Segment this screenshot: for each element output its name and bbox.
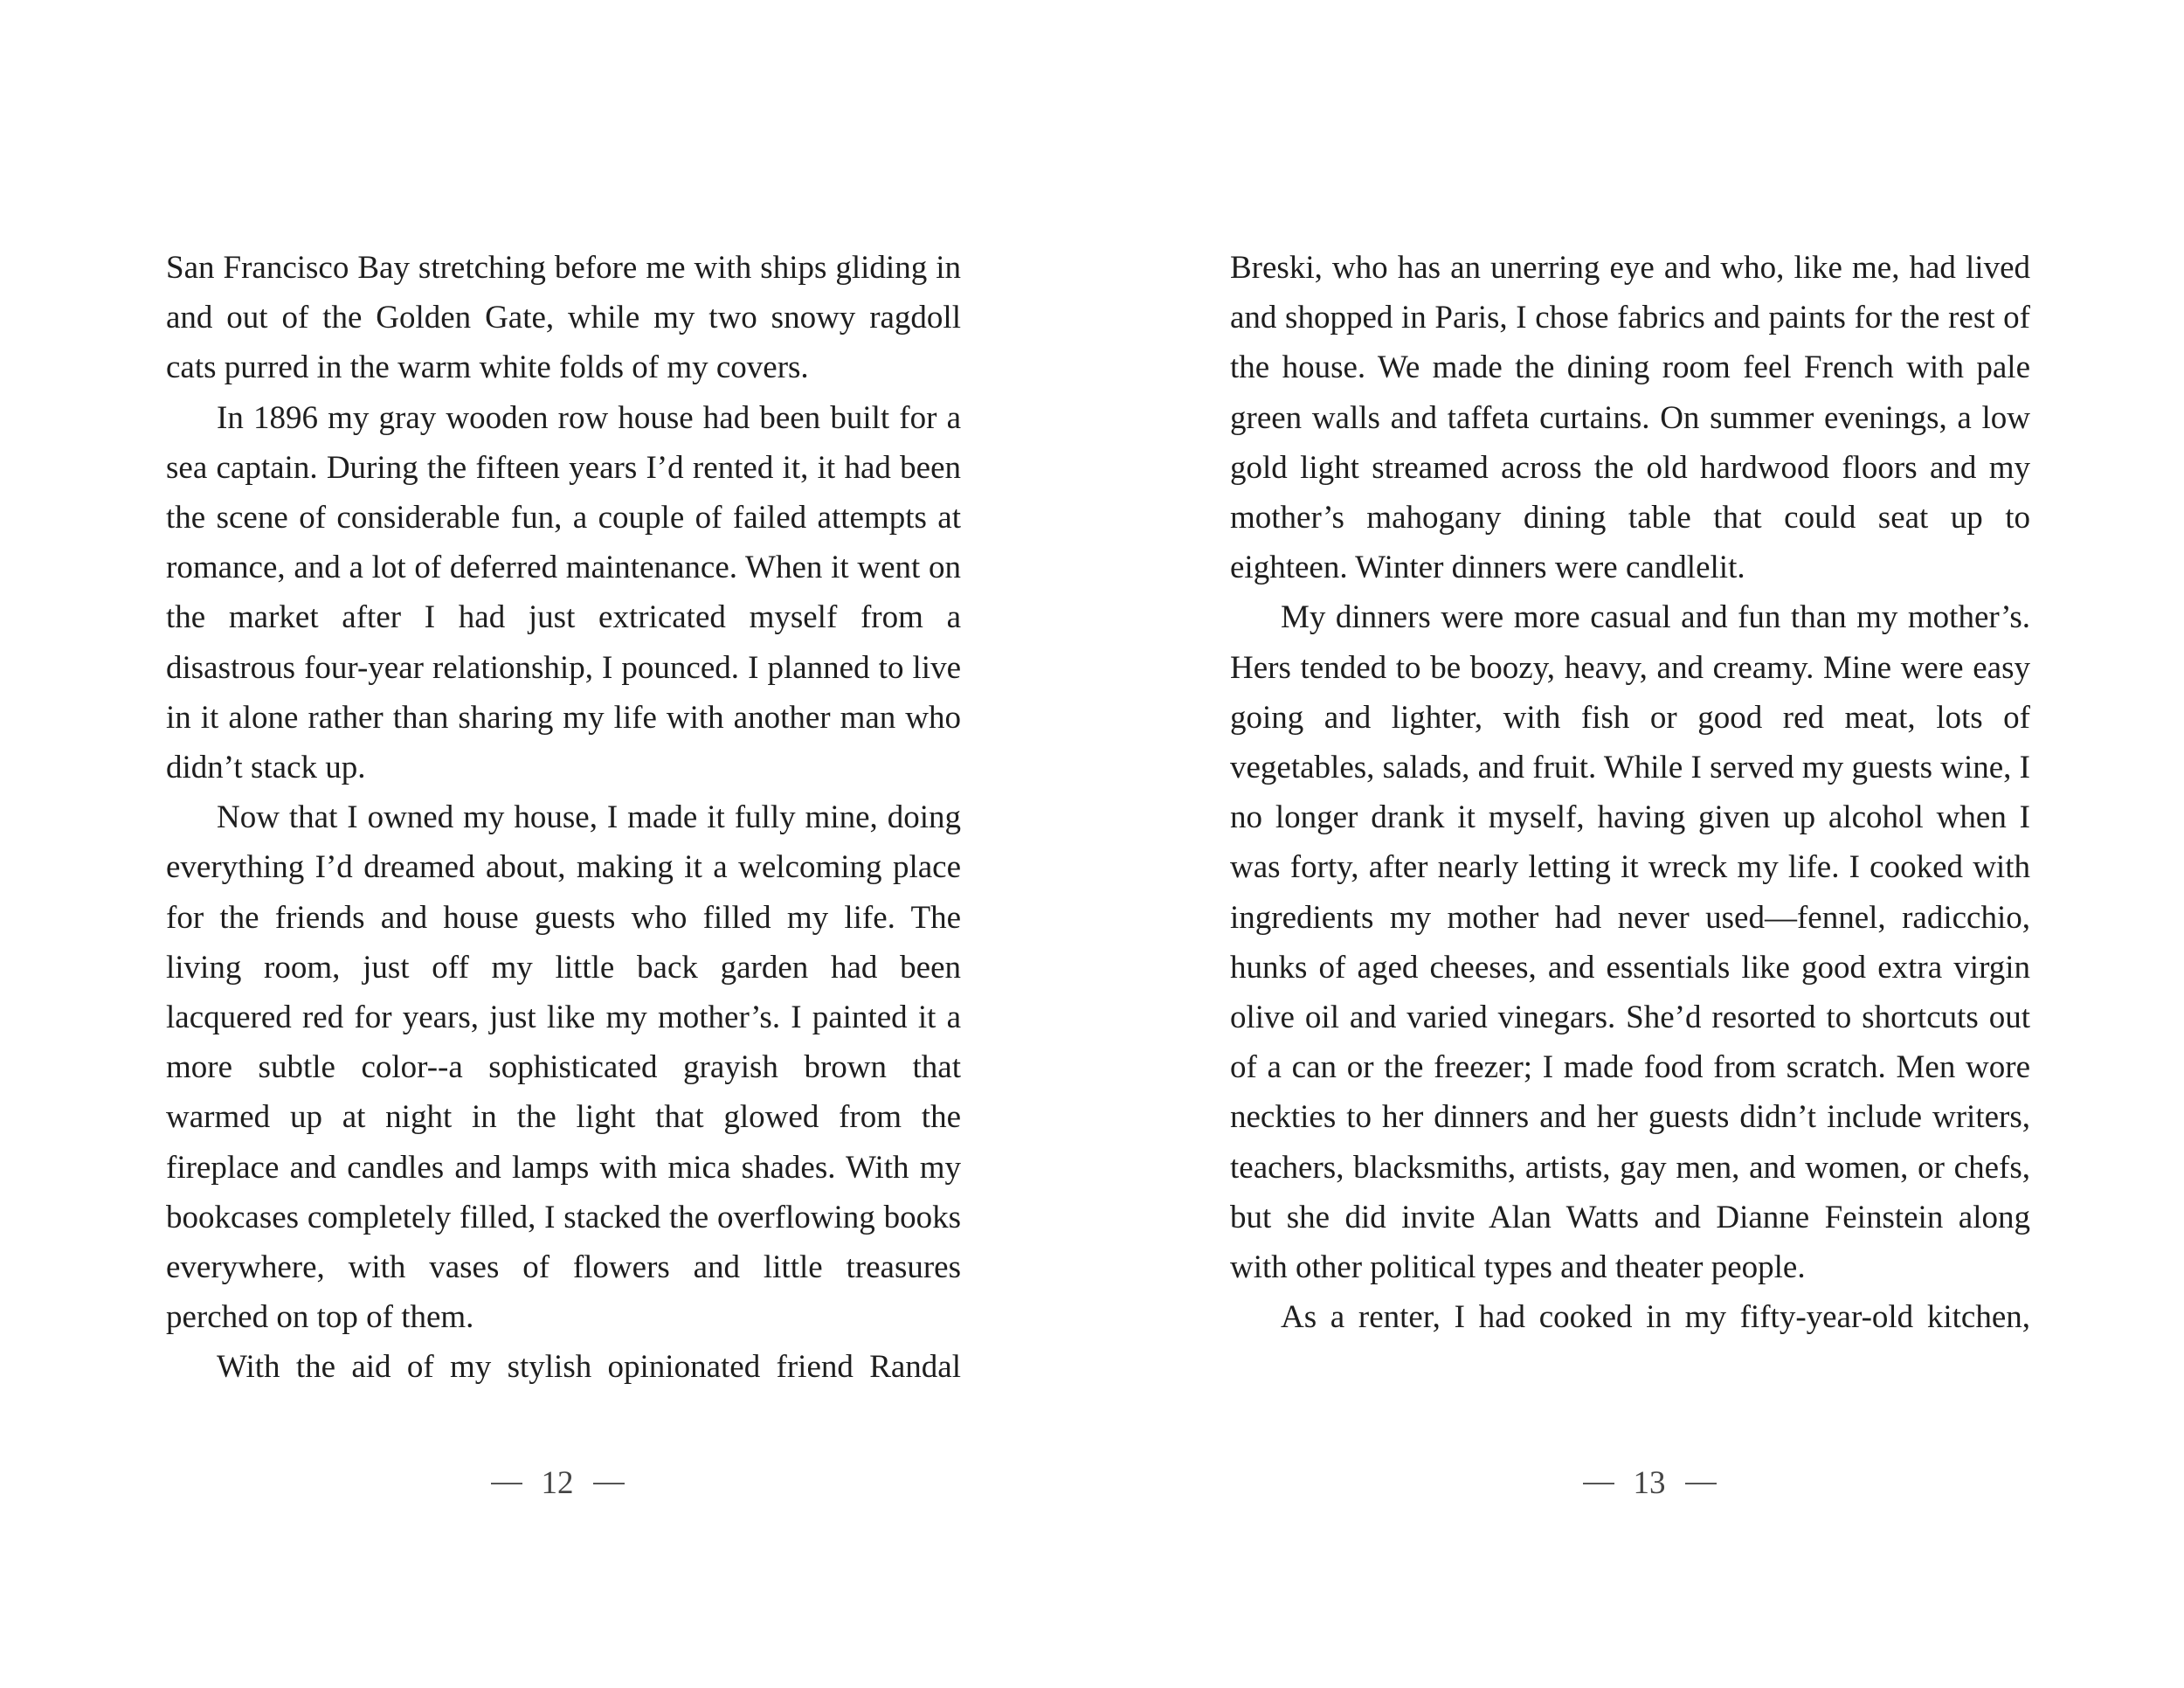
folio-dash-right — [1685, 1483, 1717, 1484]
left-page-text — [166, 243, 961, 1393]
page-number — [1518, 1464, 1780, 1502]
folio-dash-left — [1583, 1483, 1614, 1484]
folio-dash-right — [593, 1483, 625, 1484]
paragraph: Breski, who has an unerring eye and who, like me, had lived and shopped in Paris, I chose fabrics and paints for the rest of the house. We made the dining room feel French with pale green walls and taffeta curtains. On summer evenings, a low gold light streamed across the old hardwood floors and my mother’s mahogany dining table that could seat up to eighteen. Winter dinners were candlelit. — [1230, 250, 2030, 586]
page-number-text: 13 — [1633, 1465, 1666, 1501]
page-number — [426, 1464, 688, 1502]
page-number-text: 12 — [541, 1465, 574, 1501]
right-page-text — [1230, 243, 2030, 1342]
paragraph: With the aid of my stylish opinionated friend Randal — [217, 1349, 961, 1386]
paragraph: Now that I owned my house, I made it fully mine, doing everything I’d dreamed about, making it a welcoming place for the friends and house guests who filled my life. The living room, just off my little back garden had been lacquered red for years, just like my mother’s. I painted it a more subtle color--a sophisticated grayish brown that warmed up at night in the light that glowed from the fireplace and candles and lamps with mica shades. With my bookcases completely filled, I stacked the overflowing books everywhere, with vases of flowers and little treasures perched on top of them. — [166, 799, 961, 1336]
paragraph: My dinners were more casual and fun than my mother’s. Hers tended to be boozy, heavy, and creamy. Mine were easy going and lighter, with fish or good red meat, lots of vegetables, salads, and fruit. While I served my guests wine, I no longer drank it myself, having given up alcohol when I was forty, after nearly letting it wreck my life. I cooked with ingredients my mother had never used—fennel, radicchio, hunks of aged cheeses, and essentials like good extra virgin olive oil and varied vinegars. She’d resorted to shortcuts out of a can or the freezer; I made food from scratch. Men wore neckties to her dinners and her guests didn’t include writers, teachers, blacksmiths, artists, gay men, and women, or chefs, but she did invite Alan Watts and Dianne Feinstein along with other political types and theater people. — [1230, 599, 2030, 1286]
right-page — [1092, 0, 2184, 1688]
paragraph: In 1896 my gray wooden row house had been built for a sea captain. During the fifteen years I’d rented it, it had been the scene of considerable fun, a couple of failed attempts at romance, and a lot of deferred maintenance. When it went on the market after I had just extricated myself from a disastrous four-year relationship, I pounced. I planned to live in it alone rather than sharing my life with another man who didn’t stack up. — [166, 399, 961, 786]
folio-dash-left — [491, 1483, 522, 1484]
paragraph: San Francisco Bay stretching before me with ships gliding in and out of the Golden Gate, while my two snowy ragdoll cats purred in the warm white folds of my covers. — [166, 250, 961, 386]
paragraph: As a renter, I had cooked in my fifty-year-old kitchen, — [1281, 1299, 2030, 1336]
